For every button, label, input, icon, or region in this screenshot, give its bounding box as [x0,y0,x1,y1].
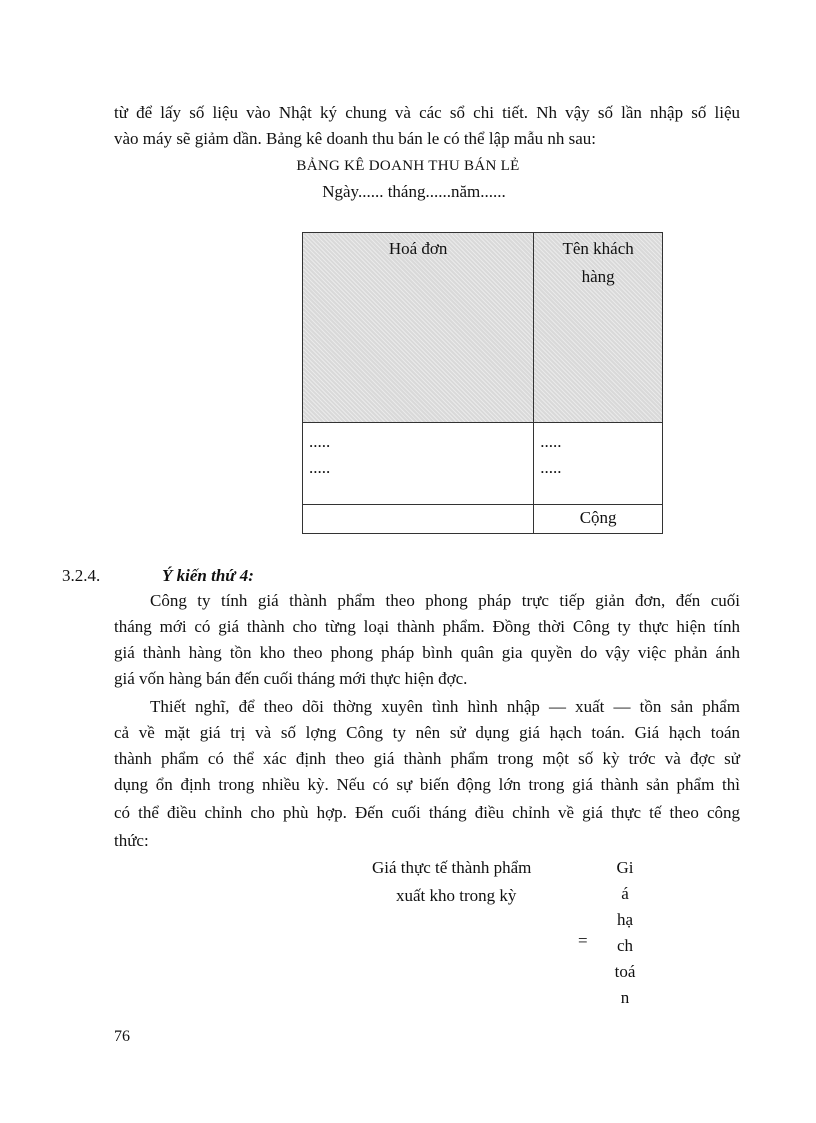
formula-fragment: ch [616,936,634,955]
header-customer-line-2: hàng [581,267,615,286]
para2-line-4: dụng ổn định trong nhiều kỳ. Nếu có sự biến động lớn trong giá thành sản phẩm thì [114,775,740,794]
para2-line-3: thành phẩm có thể xác định theo giá thành phẩm trong một số kỳ trớc và đợc sử [114,749,740,768]
placeholder-dots: ..... [540,458,562,477]
para2-line-6: thức: [114,831,149,850]
form-title: BẢNG KÊ DOANH THU BÁN LẺ [296,158,520,174]
formula-fragment: hạ [616,910,634,929]
total-label: Cộng [534,505,663,534]
form-date-line: Ngày...... tháng......năm...... [322,182,506,201]
para2-line-5: có thể điều chỉnh cho phù hợp. Đến cuối tháng điều chỉnh về giá thực tế theo công [114,803,740,822]
formula-left-line-2: xuất kho trong kỳ [396,886,517,905]
header-invoice: Hoá đơn [303,233,534,423]
placeholder-dots: ..... [540,432,562,451]
placeholder-dots: ..... [309,432,331,451]
formula-right-fragments [606,855,644,1011]
formula-fragment: toá [614,962,636,981]
header-customer-line-1: Tên khách [562,239,634,258]
customer-cell [534,423,663,505]
section-title: Ý kiến thứ 4: [162,566,254,585]
para1-line-2: tháng mới có giá thành cho từng loại thành phẩm. Đồng thời Công ty thực hiện tính [114,617,740,636]
formula-equals: = [578,931,588,950]
intro-line-1: từ để lấy số liệu vào Nhật ký chung và các sổ chi tiết. Nh vậy số lần nhập số liệu [114,103,740,122]
para1-line-3: giá thành hàng tồn kho theo phong pháp bình quân gia quyền do vậy việc phản ánh [114,643,740,662]
table-total-row [303,505,663,534]
formula-left-line-1: Giá thực tế thành phẩm [372,858,532,877]
para2-line-1: Thiết nghĩ, để theo dõi thờng xuyên tình hình nhập — xuất — tồn sản phẩm [150,697,740,716]
placeholder-dots: ..... [309,458,331,477]
para2-line-2: cả về mặt giá trị và số lợng Công ty nên sử dụng giá hạch toán. Giá hạch toán [114,723,740,742]
formula-fragment: á [621,884,629,903]
para1-line-1: Công ty tính giá thành phẩm theo phong pháp trực tiếp giản đơn, đến cuối [150,591,740,610]
intro-line-2: vào máy sẽ giảm dần. Bảng kê doanh thu bán le có thể lập mẫu nh sau: [114,129,597,148]
section-number: 3.2.4. [62,566,101,585]
table-row [303,423,663,505]
formula-fragment: n [620,988,630,1007]
table-header-row [303,233,663,423]
para1-line-4: giá vốn hàng bán đến cuối tháng mới thực hiện đợc. [114,669,468,688]
header-customer-name [534,233,663,423]
formula-fragment: Gi [616,858,634,877]
sales-table [302,232,663,534]
invoice-cell [303,423,534,505]
page-number: 76 [114,1028,130,1045]
total-empty-cell [303,505,534,534]
